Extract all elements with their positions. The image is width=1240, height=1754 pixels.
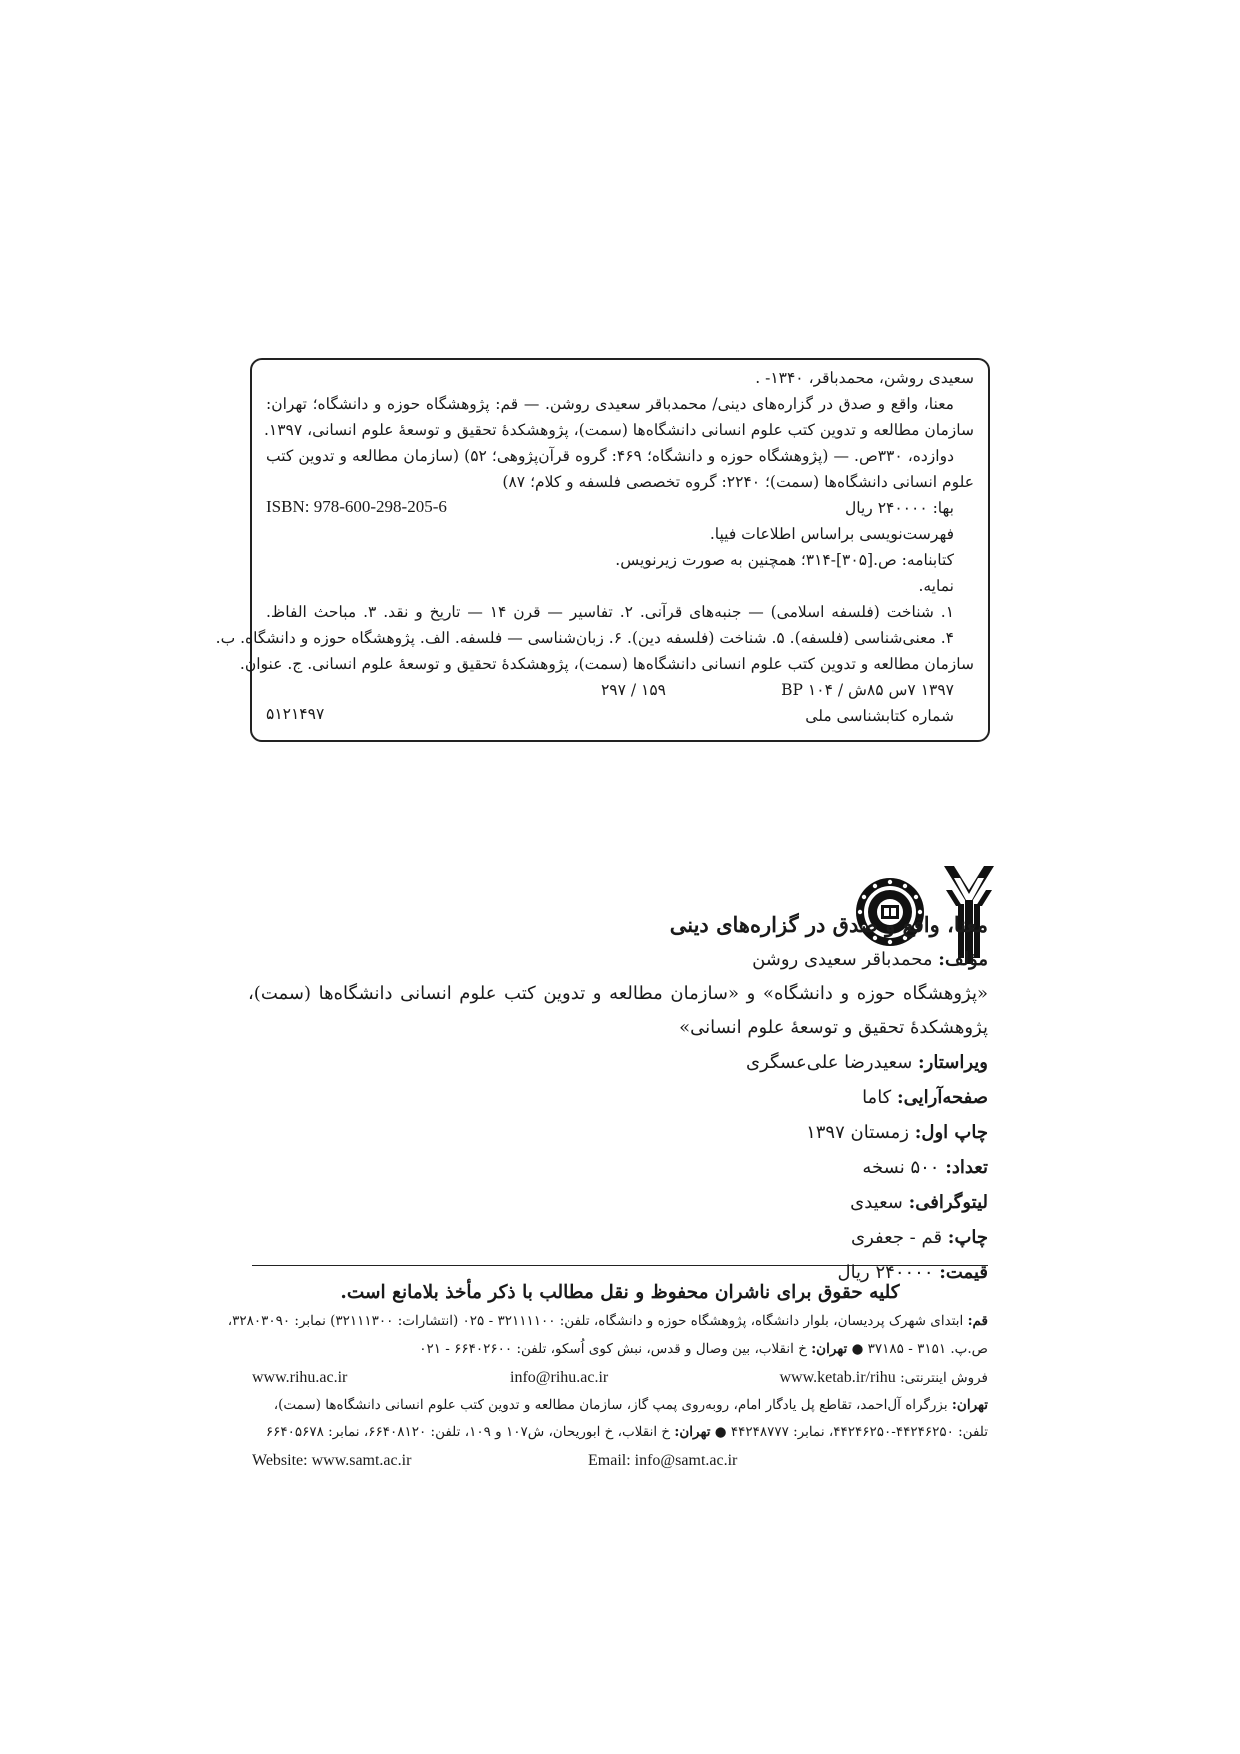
qom-address <box>227 1310 988 1332</box>
layout-value: کاما <box>862 1087 892 1108</box>
print-value: قم - جعفری <box>851 1227 943 1248</box>
litho-label: لیتوگرافی: <box>908 1192 988 1213</box>
cip-author-line: سعیدی روشن، محمدباقر، ۱۳۴۰- . <box>755 369 974 387</box>
edition-row <box>248 1115 988 1150</box>
divider <box>252 1265 988 1266</box>
tehran1-label: تهران: <box>811 1341 848 1357</box>
cip-subjects-line-3: سازمان مطالعه و تدوین کتب علوم انسانی دانشگاه‌ها (سمت)، پژوهشکدهٔ تحقیق و توسعهٔ علوم انسانی. ج. عنوان. <box>239 655 974 673</box>
edition-value: زمستان ۱۳۹۷ <box>806 1122 910 1143</box>
samt-website-link[interactable]: Website: www.samt.ac.ir <box>252 1452 412 1469</box>
copyright-notice: کلیه حقوق برای ناشران محفوظ و نقل مطالب با ذکر مأخذ بلامانع است. <box>340 1282 900 1303</box>
cip-isbn: ISBN: 978-600-298-205-6 <box>266 497 447 516</box>
tehran-address-2 <box>252 1394 988 1416</box>
samt-links-row <box>252 1449 988 1473</box>
cip-subjects-line-1: ۱. شناخت (فلسفه اسلامی) — جنبه‌های قرآنی. ۲. تفاسیر — قرن ۱۴ — تاریخ و نقد. ۳. مباحث الفاظ. <box>266 603 955 621</box>
cip-price: بها: ۲۴۰۰۰۰ ریال <box>844 499 954 517</box>
litho-row <box>248 1185 988 1220</box>
count-label: تعداد: <box>945 1157 988 1178</box>
ketab-link[interactable]: www.ketab.ir/rihu <box>779 1369 896 1386</box>
count-value: ۵۰۰ نسخه <box>862 1157 940 1178</box>
cip-subjects-line-2: ۴. معنی‌شناسی (فلسفه). ۵. شناخت (فلسفه دین). ۶. زبان‌شناسی — فلسفه. الف. پژوهشگاه حوزه و دانشگاه. ب. <box>215 629 954 647</box>
qom-value: ابتدای شهرک پردیسان، بلوار دانشگاه، پژوهشگاه حوزه و دانشگاه، تلفن: ۳۲۱۱۱۱۰۰ - ۰۲۵ (انتشارات: ۳۲۱۱۱۳۰۰) نمابر: ۳۲۸۰۳۰۹۰، <box>227 1313 964 1329</box>
tehran1-value: خ انقلاب، بین وصال و قدس، نبش کوی اُسکو، تلفن: ۶۶۴۰۲۶۰۰ - ۰۲۱ <box>419 1341 807 1357</box>
author-row <box>248 942 988 977</box>
cip-index-note: نمایه. <box>918 577 954 595</box>
qom-label: قم: <box>967 1313 988 1329</box>
litho-value: سعیدی <box>850 1192 903 1213</box>
cip-national-number: ۵۱۲۱۴۹۷ <box>266 705 325 723</box>
cataloging-box <box>215 358 990 742</box>
editor-row <box>248 1045 988 1080</box>
layout-label: صفحه‌آرایی: <box>896 1087 988 1108</box>
price-label: قیمت: <box>939 1262 988 1283</box>
edition-label: چاپ اول: <box>914 1122 988 1143</box>
cip-series-line-2: علوم انسانی دانشگاه‌ها (سمت)؛ ۲۲۴۰: گروه تخصصی فلسفه و کلام؛ ۸۷) <box>502 473 974 491</box>
price-value: ۲۴۰۰۰۰ ریال <box>837 1262 934 1283</box>
tehran-address-1 <box>252 1338 988 1360</box>
publishers-row: «پژوهشگاه حوزه و دانشگاه» و «سازمان مطالعه و تدوین کتب علوم انسانی دانشگاه‌ها (سمت)، پژوهشکدهٔ تحقیق و توسعهٔ علوم انسانی» <box>248 983 988 1038</box>
tehran-address-3 <box>252 1421 988 1443</box>
rihu-website-link[interactable]: www.rihu.ac.ir <box>252 1369 348 1386</box>
cip-title-line: معنا، واقع و صدق در گزاره‌های دینی/ محمدباقر سعیدی روشن. — قم: پژوهشگاه حوزه و دانشگاه؛ تهران: <box>266 395 954 413</box>
tehran2-value: بزرگراه آل‌احمد، تقاطع پل یادگار امام، روبه‌روی پمپ گاز، سازمان مطالعه و تدوین کتب علوم انسانی دانشگاه‌ها (سمت)، <box>273 1397 948 1413</box>
rihu-email-link[interactable]: info@rihu.ac.ir <box>510 1369 609 1386</box>
cip-publisher-line: سازمان مطالعه و تدوین کتب علوم انسانی دانشگاه‌ها (سمت)، پژوهشکدهٔ تحقیق و توسعهٔ علوم انسانی، ۱۳۹۷. <box>263 421 974 439</box>
editor-label: ویراستار: <box>918 1052 988 1073</box>
tehran2-label: تهران: <box>951 1397 988 1413</box>
layout-row <box>248 1080 988 1115</box>
count-row <box>248 1150 988 1185</box>
pobox: ص.پ. ۳۱۵۱ - ۳۷۱۸۵ ● <box>851 1341 988 1357</box>
samt-email-link[interactable]: Email: info@samt.ac.ir <box>588 1452 738 1469</box>
book-title: معنا، واقع و صدق در گزاره‌های دینی <box>669 912 988 937</box>
online-row <box>252 1366 988 1390</box>
book-credits <box>248 908 988 1290</box>
tehran3-label: تهران: <box>674 1424 711 1440</box>
online-sales <box>780 1366 989 1390</box>
author-value: محمدباقر سعیدی روشن <box>752 949 933 970</box>
cip-series-line: دوازده، ۳۳۰ص. — (پژوهشگاه حوزه و دانشگاه؛ ۴۶۹: گروه قرآن‌پژوهی؛ ۵۲) (سازمان مطالعه و تدوین کتب <box>266 447 954 465</box>
tehran3-value: خ انقلاب، خ ابوریحان، ش۱۰۷ و ۱۰۹، تلفن: ۶۶۴۰۸۱۲۰، نمابر: ۶۶۴۰۵۶۷۸ <box>265 1424 671 1440</box>
author-label: مؤلف: <box>938 949 988 970</box>
editor-value: سعیدرضا علی‌عسگری <box>745 1052 913 1073</box>
print-label: چاپ: <box>947 1227 988 1248</box>
print-row <box>248 1220 988 1255</box>
cip-dewey: ۱۵۹ / ۲۹۷ <box>600 681 666 699</box>
cip-bibliography-note: کتابنامه: ص.[۳۰۵]-۳۱۴؛ همچنین به صورت زیرنویس. <box>615 551 954 569</box>
phone-line: تلفن: ۴۴۲۴۶۲۵۰-۴۴۲۴۶۲۵۰، نمابر: ۴۴۲۴۸۷۷۷ ● <box>714 1424 988 1440</box>
cip-lc-class: ۱۳۹۷ ۷س ۸۵ش / BP ۱۰۴ <box>781 681 954 699</box>
cip-fipa-note: فهرست‌نویسی براساس اطلاعات فیپا. <box>709 525 954 543</box>
cip-national-label: شماره کتابشناسی ملی <box>805 707 954 725</box>
online-label: فروش اینترنتی: <box>900 1370 988 1386</box>
